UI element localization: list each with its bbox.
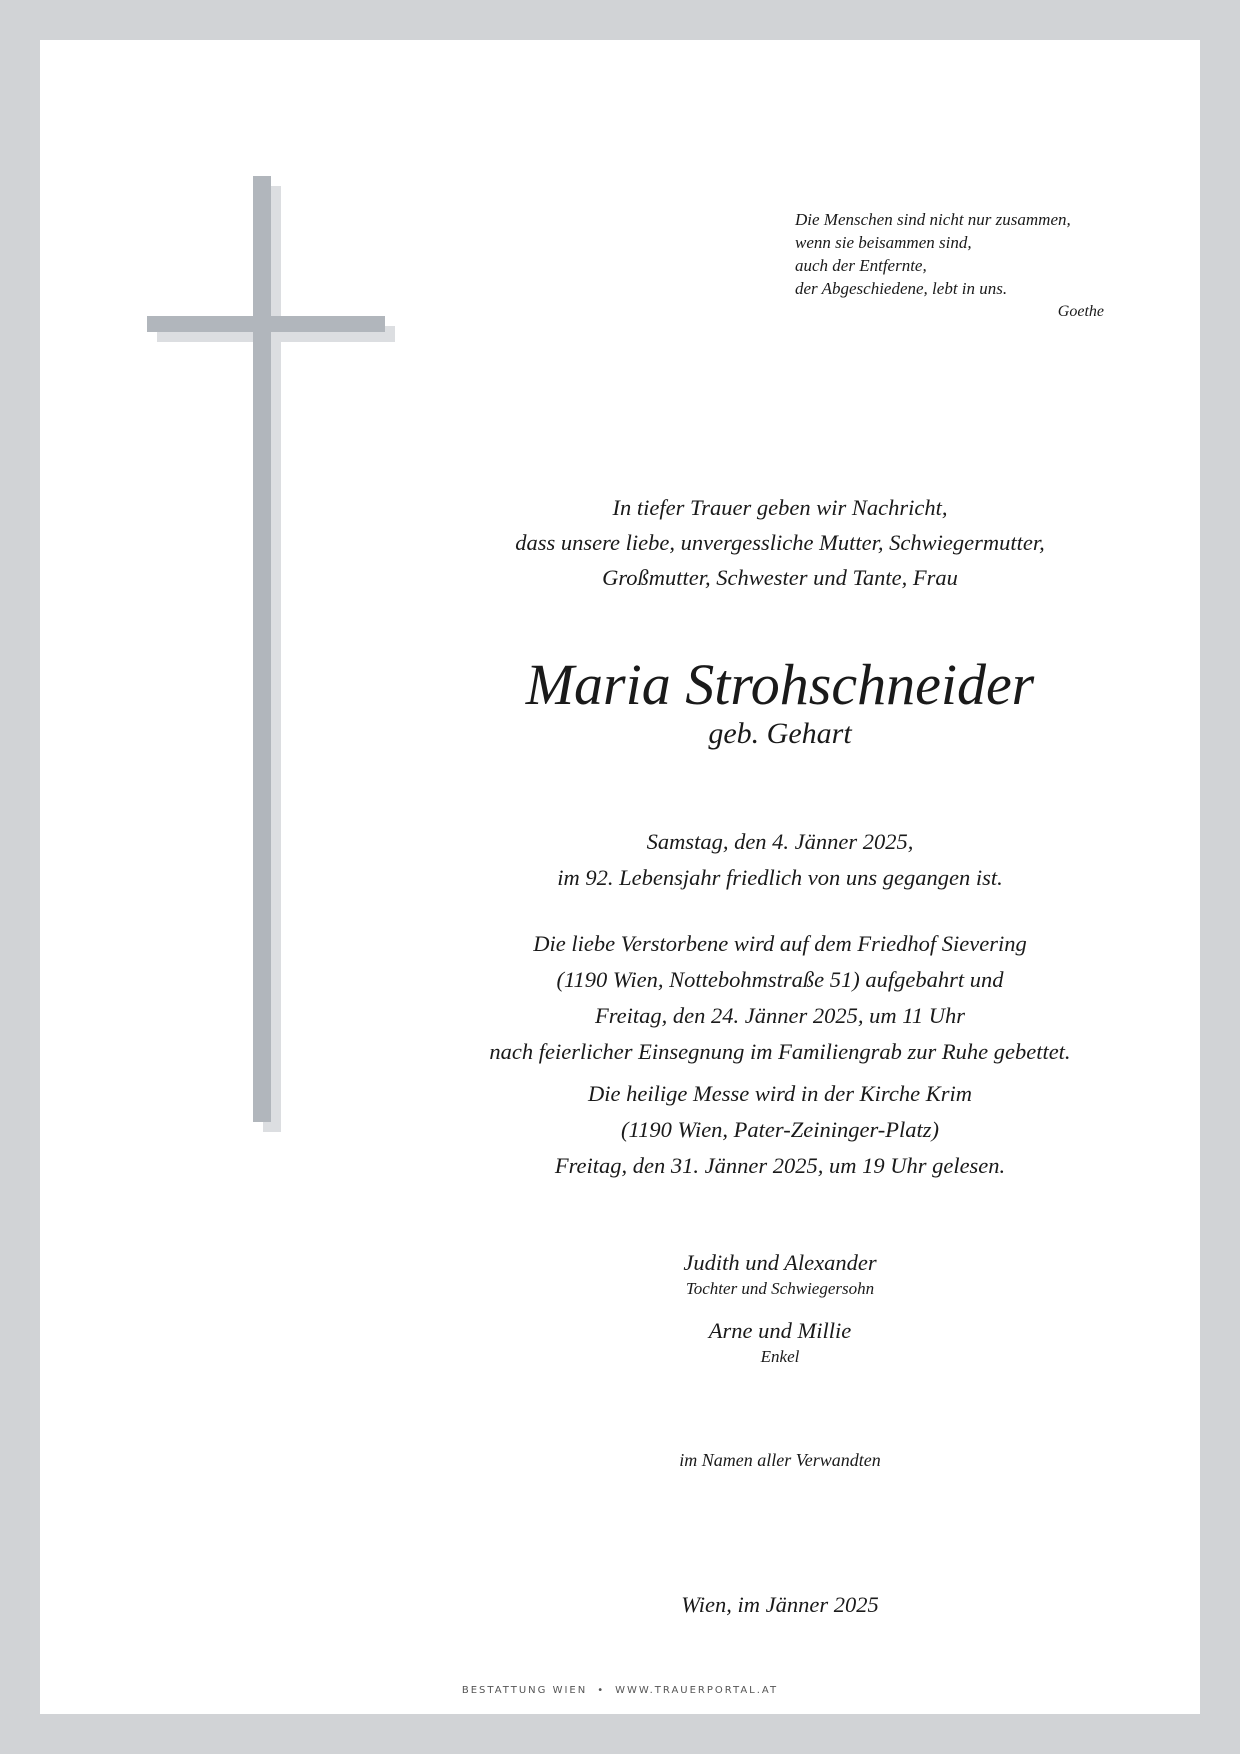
funeral-line: nach feierlicher Einsegnung im Familiengrab zur Ruhe gebettet. [489,1039,1071,1064]
quote-line: der Abgeschiedene, lebt in uns. [795,279,1008,298]
funeral-line: (1190 Wien, Nottebohmstraße 51) aufgebahrt und [556,967,1004,992]
quote-line: auch der Entfernte, [795,256,927,275]
footer-credit [40,1685,1200,1696]
mourner-group [370,1316,1190,1368]
quote-line: Die Menschen sind nicht nur zusammen, [795,210,1071,229]
funeral-line: Die liebe Verstorbene wird auf dem Friedhof Sievering [533,931,1027,956]
footer-website-link[interactable]: WWW.TRAUERPORTAL.AT [615,1685,779,1696]
funeral-line: Freitag, den 24. Jänner 2025, um 11 Uhr [595,1003,965,1028]
quote-block [795,208,1115,323]
mourner-relation: Enkel [760,1347,800,1366]
cross-horizontal-bar [147,316,385,332]
mourners-list [370,1248,1190,1384]
obituary-page [40,40,1200,1714]
intro-line: dass unsere liebe, unvergessliche Mutter, Schwiegermutter, [515,530,1045,555]
mourner-group [370,1248,1190,1300]
deceased-name: Maria Strohschneider [525,652,1035,717]
mass-line: Freitag, den 31. Jänner 2025, um 19 Uhr gelesen. [554,1153,1006,1178]
on-behalf-note: im Namen aller Verwandten [679,1450,881,1470]
passing-line: Samstag, den 4. Jänner 2025, [646,829,914,854]
mourner-names: Arne und Millie [708,1318,852,1343]
intro-line: In tiefer Trauer geben wir Nachricht, [612,495,948,520]
mass-details [370,1076,1190,1184]
passing-notice [370,824,1190,896]
quote-line: wenn sie beisammen sind, [795,233,972,252]
footer-separator: • [597,1685,606,1696]
mass-line: (1190 Wien, Pater-Zeininger-Platz) [621,1117,939,1142]
footer-company: BESTATTUNG WIEN [461,1685,588,1696]
mass-line: Die heilige Messe wird in der Kirche Krim [588,1081,972,1106]
passing-line: im 92. Lebensjahr friedlich von uns gegangen ist. [557,865,1003,890]
intro-line: Großmutter, Schwester und Tante, Frau [602,565,958,590]
quote-author: Goethe [1057,303,1104,320]
announcement-intro [370,490,1190,595]
mourner-names: Judith und Alexander [683,1250,877,1275]
place-and-date: Wien, im Jänner 2025 [681,1592,879,1617]
deceased-birth-name: geb. Gehart [708,717,852,750]
funeral-details [370,926,1190,1070]
mourner-relation: Tochter und Schwiegersohn [685,1279,875,1298]
